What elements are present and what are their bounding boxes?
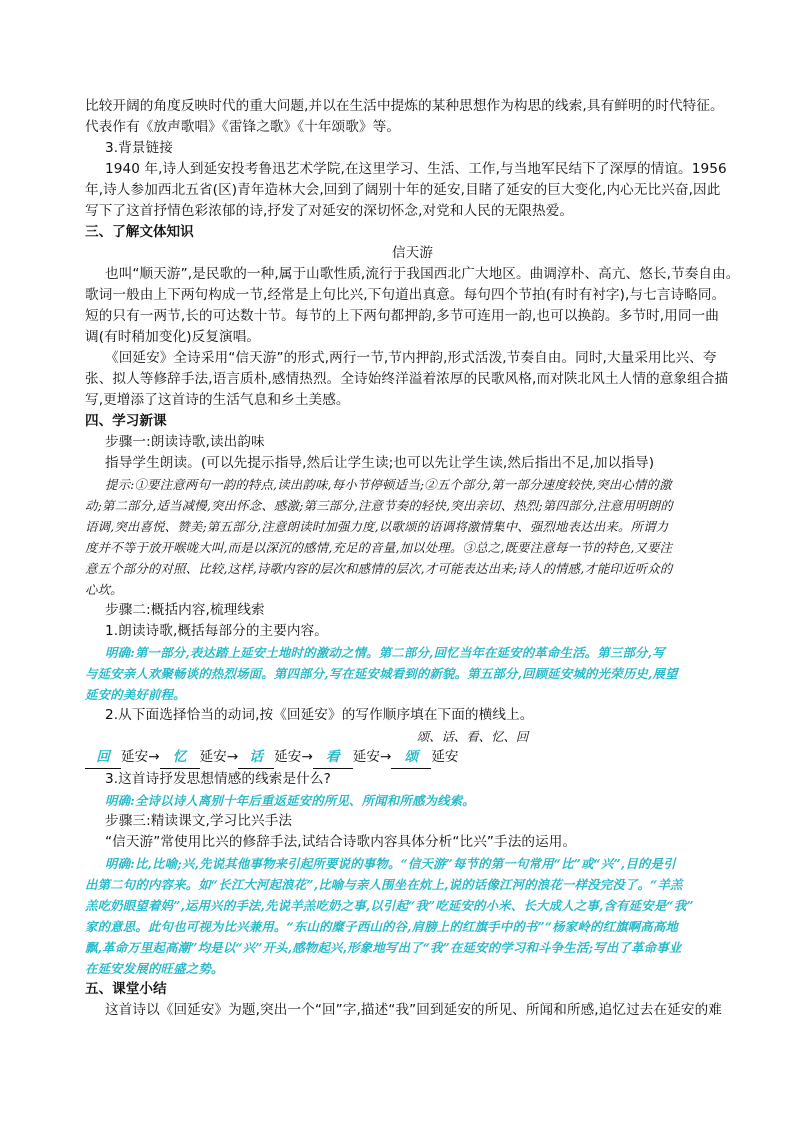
step-heading-1: 步骤一:朗读诗歌,读出韵味 bbox=[105, 434, 265, 450]
answer-line: 出第二句的内容来。如“长江大河起浪花”,比喻与亲人围坐在炕上,说的话像江河的浪花一样没完没了。“羊羔 bbox=[85, 877, 683, 892]
answer-line: 明确:全诗以诗人离别十年后重返延安的所见、所闻和所感为线索。 bbox=[105, 793, 475, 808]
fill-blank: 颂 bbox=[391, 747, 431, 769]
answer-line: 羔吃奶眼望着妈”,运用兴的手法,先说羊羔吃奶之事,以引起“我”吃延安的小米、长大成人之事,含有延安是“我” bbox=[85, 898, 694, 913]
fill-segment: 延安→ bbox=[352, 749, 392, 765]
text-line: 指导学生朗读。(可以先提示指导,然后让学生读;也可以先让学生读,然后指出不足,加以指导) bbox=[105, 455, 655, 471]
answer-line: 与延安亲人欢聚畅谈的热烈场面。第四部分,写在延安城看到的新貌。第五部分,回顾延安城的光荣历史,展望 bbox=[85, 666, 678, 681]
fill-blank: 忆 bbox=[160, 747, 200, 769]
text-line: 调(有时稍加变化)反复演唱。 bbox=[85, 329, 261, 345]
text-line: 年,诗人参加西北五省(区)青年造林大会,回到了阔别十年的延安,目睹了延安的巨大变化,内心无比兴奋,因此 bbox=[85, 182, 721, 198]
question-2: 2.从下面选择恰当的动词,按《回延安》的写作顺序填在下面的横线上。 bbox=[105, 707, 534, 723]
answer-line: 飘,革命万里起高潮”均是以“兴”开头,感物起兴,形象地写出了“我”在延安的学习和斗争生活;写出了革命事业 bbox=[85, 940, 682, 955]
fill-blank: 回 bbox=[85, 747, 121, 769]
question-1: 1.朗读诗歌,概括每部分的主要内容。 bbox=[105, 623, 328, 639]
subtitle-xintianyou: 信天游 bbox=[391, 245, 434, 261]
text-line: 短的只有一两节,长的可达数十节。每节的上下两句都押韵,多节可连用一韵,也可以换韵。多节时,用同一曲 bbox=[85, 308, 719, 324]
text-line: “信天游”常使用比兴的修辞手法,试结合诗歌内容具体分析“比兴”手法的运用。 bbox=[105, 834, 577, 850]
text-line: 歌词一般由上下两句构成一节,经常是上句比兴,下句道出真意。每句四个节拍(有时有衬字),与七言诗略同。 bbox=[85, 287, 726, 303]
text-line: 也叫“顺天游”,是民歌的一种,属于山歌性质,流行于我国西北广大地区。曲调淳朴、高亢、悠长,节奏自由。 bbox=[105, 266, 740, 282]
question-3: 3.这首诗抒发思想情感的线索是什么? bbox=[105, 771, 331, 787]
tip-line: 心坎。 bbox=[85, 582, 123, 597]
fill-in-sequence bbox=[85, 747, 740, 769]
step-heading-2: 步骤二:概括内容,梳理线索 bbox=[105, 602, 265, 618]
tip-line: 意五个部分的对照、比较,这样,诗歌内容的层次和感情的层次,才可能表达出来;诗人的情感,才能印近听众的 bbox=[85, 561, 673, 576]
answer-line: 明确:第一部分,表达踏上延安土地时的激动之情。第二部分,回忆当年在延安的革命生活。第三部分,写 bbox=[105, 645, 665, 660]
document-page bbox=[85, 96, 740, 1021]
section-heading-3: 三、了解文体知识 bbox=[85, 224, 194, 240]
text-line: 写,更增添了这首诗的生活气息和乡土美感。 bbox=[85, 392, 350, 408]
answer-line: 家的意思。此句也可视为比兴兼用。“东山的糜子西山的谷,肩膀上的红旗手中的书”“杨家岭的红旗啊高高地 bbox=[85, 919, 679, 934]
tip-line: 语调,突出喜悦、赞美;第五部分,注意朗读时加强力度,以歌颂的语调将激情集中、强烈地表达出来。所谓力 bbox=[85, 519, 669, 534]
tip-line: 动;第二部分,适当减慢,突出怀念、感激;第三部分,注意节奏的轻快,突出亲切、热烈;第四部分,注意用明朗的 bbox=[85, 498, 673, 513]
text-line: 比较开阔的角度反映时代的重大问题,并以在生活中提炼的某种思想作为构思的线索,具有鲜明的时代特征。 bbox=[85, 98, 724, 114]
tip-line: 度并不等于放开喉咙大叫,而是以深沉的感情,充足的音量,加以处理。③总之,既要注意每一节的特色,又要注 bbox=[85, 540, 673, 555]
answer-line: 延安的美好前程。 bbox=[85, 687, 186, 702]
text-line: 这首诗以《回延安》为题,突出一个“回”字,描述“我”回到延安的所见、所闻和所感,追忆过去在延安的难 bbox=[105, 1002, 722, 1018]
fill-segment: 延安→ bbox=[199, 749, 239, 765]
answer-line: 明确:比,比喻;兴,先说其他事物来引起所要说的事物。“信天游”每节的第一句常用“比”或“兴”,目的是引 bbox=[105, 856, 676, 871]
tip-line: 提示:①要注意两句一韵的特点,读出韵味,每小节停顿适当;②五个部分,第一部分速度较快,突出心情的激 bbox=[105, 477, 672, 492]
verb-options: 颂、话、看、忆、回 bbox=[416, 729, 529, 744]
fill-segment: 延安→ bbox=[274, 749, 313, 765]
step-heading-3: 步骤三:精读课文,学习比兴手法 bbox=[105, 813, 293, 829]
section-heading-4: 四、学习新课 bbox=[85, 413, 167, 429]
fill-end: 延安 bbox=[431, 749, 459, 765]
fill-blank: 话 bbox=[238, 747, 274, 769]
text-line: 1940 年,诗人到延安投考鲁迅艺术学院,在这里学习、生活、工作,与当地军民结下了深厚的情谊。1956 bbox=[105, 161, 727, 177]
fill-segment: 延安→ bbox=[121, 749, 160, 765]
section-heading-5: 五、课堂小结 bbox=[85, 981, 167, 997]
text-line: 代表作有《放声歌唱》《雷锋之歌》《十年颂歌》等。 bbox=[85, 119, 401, 135]
answer-line: 在延安发展的旺盛之势。 bbox=[85, 961, 224, 976]
fill-blank: 看 bbox=[313, 747, 353, 769]
text-line: 《回延安》全诗采用“信天游”的形式,两行一节,节内押韵,形式活泼,节奏自由。同时,大量采用比兴、夸 bbox=[105, 350, 717, 366]
text-line: 张、拟人等修辞手法,语言质朴,感情热烈。全诗始终洋溢着浓厚的民歌风格,而对陕北风土人情的意象组合描 bbox=[85, 371, 729, 387]
subheading-background: 3.背景链接 bbox=[105, 140, 173, 156]
text-line: 写下了这首抒情色彩浓郁的诗,抒发了对延安的深切怀念,对党和人民的无限热爱。 bbox=[85, 203, 574, 219]
